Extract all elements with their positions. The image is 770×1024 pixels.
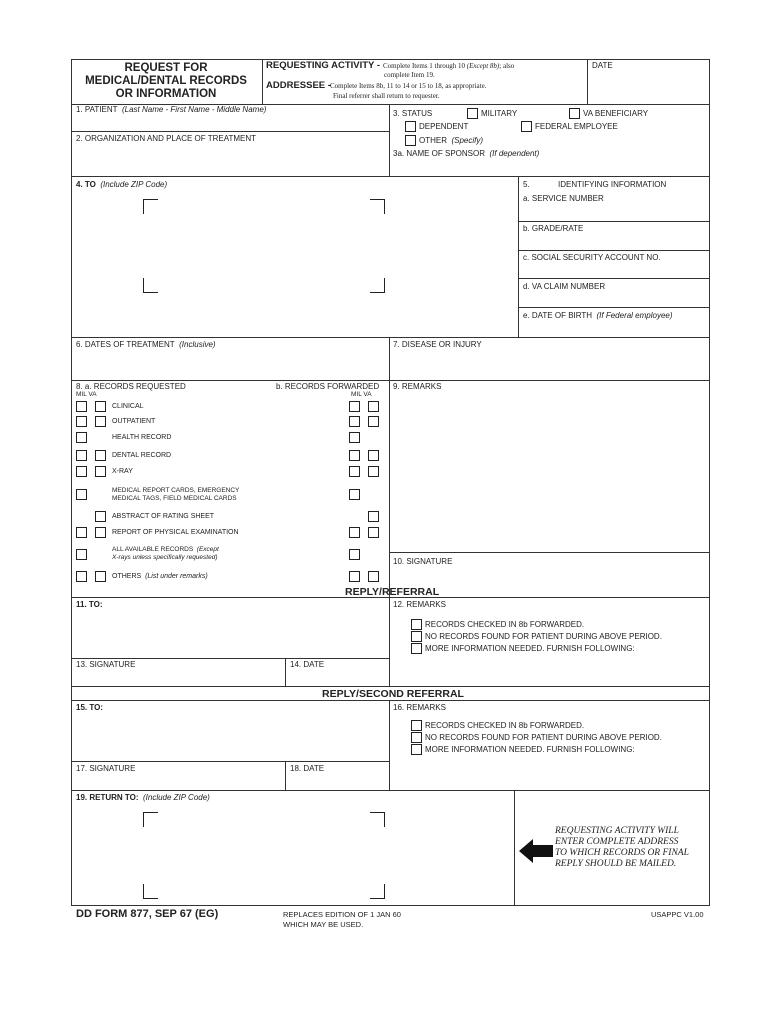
outpatient-fwd-mil-checkbox[interactable] xyxy=(349,416,360,427)
more-info-2-checkbox[interactable] xyxy=(411,744,422,755)
patient-label: 1. PATIENT (Last Name - First Name - Middle Name) xyxy=(76,105,267,114)
others-fwd-mil-checkbox[interactable] xyxy=(349,571,360,582)
corner-bracket-icon xyxy=(143,278,158,293)
to15-field[interactable] xyxy=(74,714,386,759)
report-cards-label-1: MEDICAL REPORT CARDS, EMERGENCY xyxy=(112,487,240,494)
addressee-text2: Final referrer shall return to requester. xyxy=(333,92,440,100)
health-fwd-mil-checkbox[interactable] xyxy=(349,432,360,443)
other-checkbox[interactable] xyxy=(405,135,416,146)
abstract-label: ABSTRACT OF RATING SHEET xyxy=(112,513,215,520)
abstract-va-checkbox[interactable] xyxy=(95,511,106,522)
no-records-checkbox[interactable] xyxy=(411,631,422,642)
second-referral-title: REPLY/SECOND REFERRAL xyxy=(322,688,464,700)
clinical-label: CLINICAL xyxy=(112,403,144,410)
physical-fwd-va-checkbox[interactable] xyxy=(368,527,379,538)
more-info-2-label: MORE INFORMATION NEEDED. FURNISH FOLLOWING: xyxy=(425,745,635,754)
dob-label: e. DATE OF BIRTH (If Federal employee) xyxy=(523,311,673,320)
dates-treatment-label: 6. DATES OF TREATMENT (Inclusive) xyxy=(76,340,216,349)
service-number-label: a. SERVICE NUMBER xyxy=(523,194,604,203)
requesting-activity-label: REQUESTING ACTIVITY - xyxy=(266,60,381,71)
others-mil-checkbox[interactable] xyxy=(76,571,87,582)
version-label: USAPPC V1.00 xyxy=(651,910,704,919)
return-note-line2: ENTER COMPLETE ADDRESS xyxy=(555,837,679,847)
more-info-label: MORE INFORMATION NEEDED. FURNISH FOLLOWING: xyxy=(425,644,635,653)
return-address-field[interactable] xyxy=(140,808,388,902)
to-label: 4. TO (Include ZIP Code) xyxy=(76,180,168,189)
date-label: DATE xyxy=(592,61,613,70)
ssn-label: c. SOCIAL SECURITY ACCOUNT NO. xyxy=(523,253,661,262)
corner-bracket-icon xyxy=(370,884,385,899)
addressee-label: ADDRESSEE - xyxy=(266,80,331,91)
date-field[interactable] xyxy=(590,72,707,102)
va-beneficiary-label: VA BENEFICIARY xyxy=(583,109,649,118)
records-requested-label: 8. a. RECORDS REQUESTED xyxy=(76,382,186,391)
form-id: DD FORM 877, SEP 67 (EG) xyxy=(76,908,219,920)
signature13-label: 13. SIGNATURE xyxy=(76,660,136,669)
corner-bracket-icon xyxy=(143,199,158,214)
xray-mil-checkbox[interactable] xyxy=(76,466,87,477)
clinical-mil-checkbox[interactable] xyxy=(76,401,87,412)
military-checkbox[interactable] xyxy=(467,108,478,119)
corner-bracket-icon xyxy=(370,199,385,214)
records-checked-2-checkbox[interactable] xyxy=(411,720,422,731)
to11-field[interactable] xyxy=(74,611,386,656)
remarks9-label: 9. REMARKS xyxy=(393,382,442,391)
others-label: OTHERS (List under remarks) xyxy=(112,573,208,580)
no-records-2-checkbox[interactable] xyxy=(411,732,422,743)
form-title-line1: REQUEST FOR xyxy=(124,62,208,74)
records-checked-2-label: RECORDS CHECKED IN 8b FORWARDED. xyxy=(425,721,585,730)
dental-mil-checkbox[interactable] xyxy=(76,450,87,461)
remarks9-field[interactable] xyxy=(392,394,706,549)
outpatient-fwd-va-checkbox[interactable] xyxy=(368,416,379,427)
return-note-line1: REQUESTING ACTIVITY WILL xyxy=(555,826,679,836)
no-records-label: NO RECORDS FOUND FOR PATIENT DURING ABOVE PERIOD. xyxy=(425,632,662,641)
clinical-va-checkbox[interactable] xyxy=(95,401,106,412)
physical-va-checkbox[interactable] xyxy=(95,527,106,538)
more-info-checkbox[interactable] xyxy=(411,643,422,654)
all-records-mil-checkbox[interactable] xyxy=(76,549,87,560)
to15-label: 15. TO: xyxy=(76,703,103,712)
return-note xyxy=(555,826,689,870)
outpatient-va-checkbox[interactable] xyxy=(95,416,106,427)
xray-label: X-RAY xyxy=(112,468,133,475)
records-checked-checkbox[interactable] xyxy=(411,619,422,630)
dental-record-label: DENTAL RECORD xyxy=(112,452,172,459)
xray-va-checkbox[interactable] xyxy=(95,466,106,477)
clinical-fwd-mil-checkbox[interactable] xyxy=(349,401,360,412)
corner-bracket-icon xyxy=(370,812,385,827)
reply-referral-title: REPLY/REFERRAL xyxy=(345,586,440,598)
patient-name-field[interactable] xyxy=(74,115,386,129)
identifying-info-label: IDENTIFYING INFORMATION xyxy=(558,180,667,189)
signature10-label: 10. SIGNATURE xyxy=(393,557,453,566)
physical-mil-checkbox[interactable] xyxy=(76,527,87,538)
physical-label: REPORT OF PHYSICAL EXAMINATION xyxy=(112,529,239,536)
organization-field[interactable] xyxy=(74,145,386,174)
corner-bracket-icon xyxy=(370,278,385,293)
records-forwarded-label: b. RECORDS FORWARDED xyxy=(276,382,380,391)
others-fwd-va-checkbox[interactable] xyxy=(368,571,379,582)
dependent-label: DEPENDENT xyxy=(419,122,469,131)
physical-fwd-mil-checkbox[interactable] xyxy=(349,527,360,538)
no-records-2-label: NO RECORDS FOUND FOR PATIENT DURING ABOVE PERIOD. xyxy=(425,733,662,742)
remarks12-label: 12. REMARKS xyxy=(393,600,446,609)
mil-va-header-a: MIL VA xyxy=(76,391,97,398)
others-va-checkbox[interactable] xyxy=(95,571,106,582)
addressee-text: Complete Items 8b, 11 to 14 or 15 to 18, as appropriate. xyxy=(330,82,487,90)
identifying-number: 5. xyxy=(523,180,530,189)
status-label: 3. STATUS xyxy=(393,109,433,118)
records-checked-label: RECORDS CHECKED IN 8b FORWARDED. xyxy=(425,620,585,629)
outpatient-mil-checkbox[interactable] xyxy=(76,416,87,427)
signature17-label: 17. SIGNATURE xyxy=(76,764,136,773)
date14-label: 14. DATE xyxy=(290,660,325,669)
replaces-line2: WHICH MAY BE USED. xyxy=(283,920,364,929)
report-cards-label-2: MEDICAL TAGS, FIELD MEDICAL CARDS xyxy=(112,495,237,502)
all-records-label-1: ALL AVAILABLE RECORDS (Except xyxy=(112,546,219,553)
dental-va-checkbox[interactable] xyxy=(95,450,106,461)
remarks16-label: 16. REMARKS xyxy=(393,703,446,712)
corner-bracket-icon xyxy=(143,884,158,899)
requesting-activity-text: Complete Items 1 through 10 (Except 8b); also xyxy=(383,62,515,70)
all-records-label-2: X-rays unless specifically requested) xyxy=(112,554,218,561)
clinical-fwd-va-checkbox[interactable] xyxy=(368,401,379,412)
disease-label: 7. DISEASE OR INJURY xyxy=(393,340,482,349)
corner-bracket-icon xyxy=(143,812,158,827)
return-note-line4: REPLY SHOULD BE MAILED. xyxy=(555,859,677,869)
report-cards-fwd-mil-checkbox[interactable] xyxy=(349,489,360,500)
xray-fwd-va-checkbox[interactable] xyxy=(368,466,379,477)
outpatient-label: OUTPATIENT xyxy=(112,418,156,425)
abstract-fwd-va-checkbox[interactable] xyxy=(368,511,379,522)
dental-fwd-va-checkbox[interactable] xyxy=(368,450,379,461)
va-claim-label: d. VA CLAIM NUMBER xyxy=(523,282,606,291)
arrow-left-icon xyxy=(519,839,553,863)
va-beneficiary-checkbox[interactable] xyxy=(569,108,580,119)
organization-label: 2. ORGANIZATION AND PLACE OF TREATMENT xyxy=(76,134,257,143)
report-cards-mil-checkbox[interactable] xyxy=(76,489,87,500)
health-mil-checkbox[interactable] xyxy=(76,432,87,443)
return-note-line3: TO WHICH RECORDS OR FINAL xyxy=(555,848,689,858)
federal-employee-checkbox[interactable] xyxy=(521,121,532,132)
form-title xyxy=(76,62,256,101)
dependent-checkbox[interactable] xyxy=(405,121,416,132)
all-records-fwd-mil-checkbox[interactable] xyxy=(349,549,360,560)
sponsor-label: 3a. NAME OF SPONSOR (If dependent) xyxy=(393,149,540,158)
grade-rate-label: b. GRADE/RATE xyxy=(523,224,584,233)
xray-fwd-mil-checkbox[interactable] xyxy=(349,466,360,477)
return-to-label: 19. RETURN TO: (Include ZIP Code) xyxy=(76,793,210,802)
replaces-line1: REPLACES EDITION OF 1 JAN 60 xyxy=(283,910,401,919)
mil-va-header-b: MIL VA xyxy=(351,391,372,398)
dental-fwd-mil-checkbox[interactable] xyxy=(349,450,360,461)
to11-label: 11. TO: xyxy=(76,600,103,609)
form-title-line2: MEDICAL/DENTAL RECORDS xyxy=(85,75,247,87)
form-title-line3: OR INFORMATION xyxy=(115,88,217,100)
other-label: OTHER (Specify) xyxy=(419,136,484,145)
federal-employee-label: FEDERAL EMPLOYEE xyxy=(535,122,618,131)
military-label: MILITARY xyxy=(481,109,518,118)
date18-label: 18. DATE xyxy=(290,764,325,773)
requesting-activity-text2: complete Item 19. xyxy=(384,71,435,79)
health-record-label: HEALTH RECORD xyxy=(112,434,172,441)
to-address-field[interactable] xyxy=(140,196,386,294)
